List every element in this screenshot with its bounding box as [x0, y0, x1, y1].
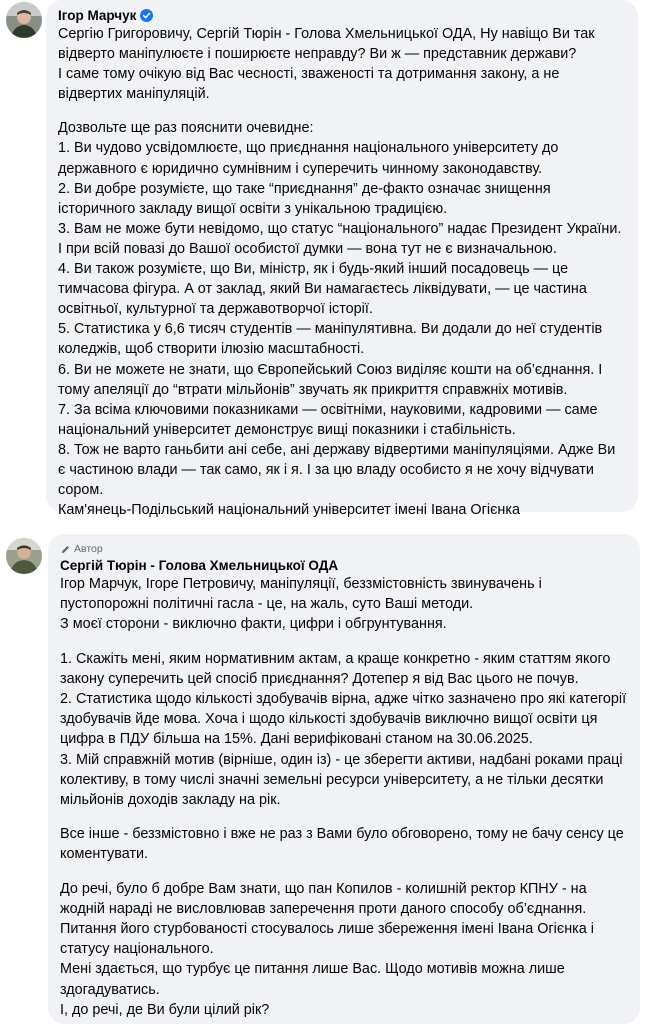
profile-photo-avatar-icon	[6, 2, 42, 38]
comment-text-paragraph: Сергію Григоровичу, Сергій Тюрін - Голова Хмельницької ОДА, Ну навіщо Ви так відверто маніпулюєте і поширюєте неправду? Ви ж — представник держави? І саме тому очікую від Вас чесності, зваженості та дотримання закону, а не відвертих маніпуляцій.	[58, 26, 595, 103]
profile-photo-avatar-icon	[6, 538, 42, 574]
author-tag: Автор	[74, 543, 103, 555]
comment-text-paragraph: Все інше - беззмістовно і вже не раз з Вами було обговорено, тому не бачу сенсу це коментувати.	[60, 826, 624, 863]
avatar[interactable]	[6, 2, 42, 38]
verified-badge-icon	[140, 9, 153, 22]
comment-text-paragraph: Дозвольте ще раз пояснити очевидне: 1. Ви чудово усвідомлюєте, що приєднання національного університету до державного є юридично сумнівним і суперечить чинному законодавству. 2. Ви добре розумієте, що таке “приєднання” де-факто означає знищення історичного закладу вищої освіти з унікальною традицією. 3. Вам не може бути невідомо, що статус “національного” надає Президент України. І при всій повазі до Вашої особистої думки — вона тут не є визначальною. 4. Ви також розумієте, що Ви, міністр, як і будь-який інший посадовець — це тимчасова фігура. А от заклад, який Ви намагаєтесь ліквідувати, — це частина освітньої, культурної та державотворчої історії. 5. Статистика у 6,6 тисяч студентів — маніпулятивна. Ви додали до неї студентів коледжів, щоб створити ілюзію масштабності. 6. Ви не можете не знати, що Європейський Союз виділяє кошти на об’єднання. І тому апеляції до “втрати мільйонів” звучать як прикриття справжніх мотивів. 7. За всіма ключовими показниками — освітніми, науковими, кадровими — саме національний університет демонструє вищі показники і стабільність. 8. Тож не варто ганьбити ані себе, ані державу відвертими маніпуляціями. Адже Ви є частиною влади — так само, як і я. І за цю владу особисто я не хочу відчувати сором. Кам'янець-Подільський національний університет імені Івана Огієнка	[58, 120, 622, 519]
pencil-icon	[60, 544, 71, 555]
comment-bubble	[46, 0, 638, 519]
comment-bubble	[48, 534, 640, 1024]
comment-text-paragraph: Ігор Марчук, Ігоре Петровичу, маніпуляції, беззмістовність звинувачень і пустопорожні політичні гасла - це, на жаль, суто Ваші методи. З моєї сторони - виключно факти, цифри і обгрунтування.	[60, 576, 542, 633]
author-name[interactable]: Ігор Марчук	[58, 7, 137, 23]
comment-text-paragraph: До речі, було б добре Вам знати, що пан Копилов - колишній ректор КПНУ - на жодній нараді не висловлював заперечення проти даного способу об’єднання. Питання його стурбованості стосувалось лише збереження імені Івана Огієнка і статусу національного. Мені здається, що турбує це питання лише Вас. Щодо мотивів можна лише здогадуватись. І, до речі, де Ви були цілий рік?	[60, 880, 594, 1018]
author-name[interactable]: Сергій Тюрін - Голова Хмельницької ОДА	[60, 557, 339, 573]
avatar[interactable]	[6, 538, 42, 574]
comment-text-paragraph: 1. Скажіть мені, яким нормативним актам, а краще конкретно - яким статтям якого закону суперечить цей спосіб приєднання? Дотепер я від Вас цього не почув. 2. Статистика щодо кількості здобувачів вірна, адже чітко зазначено про які категорії здобувачів йде мова. Хоча і щодо кількості здобувачів виключно вищої освіти ця цифра в ПДУ більша на 15%. Дані верифіковані станом на 30.06.2025. 3. Мій справжній мотив (вірніше, один із) - це зберегти активи, надбані роками праці колективу, в тому числі значні земельні ресурси університету, а не тільки десятки мільйонів доходів закладу на рік.	[60, 650, 627, 809]
